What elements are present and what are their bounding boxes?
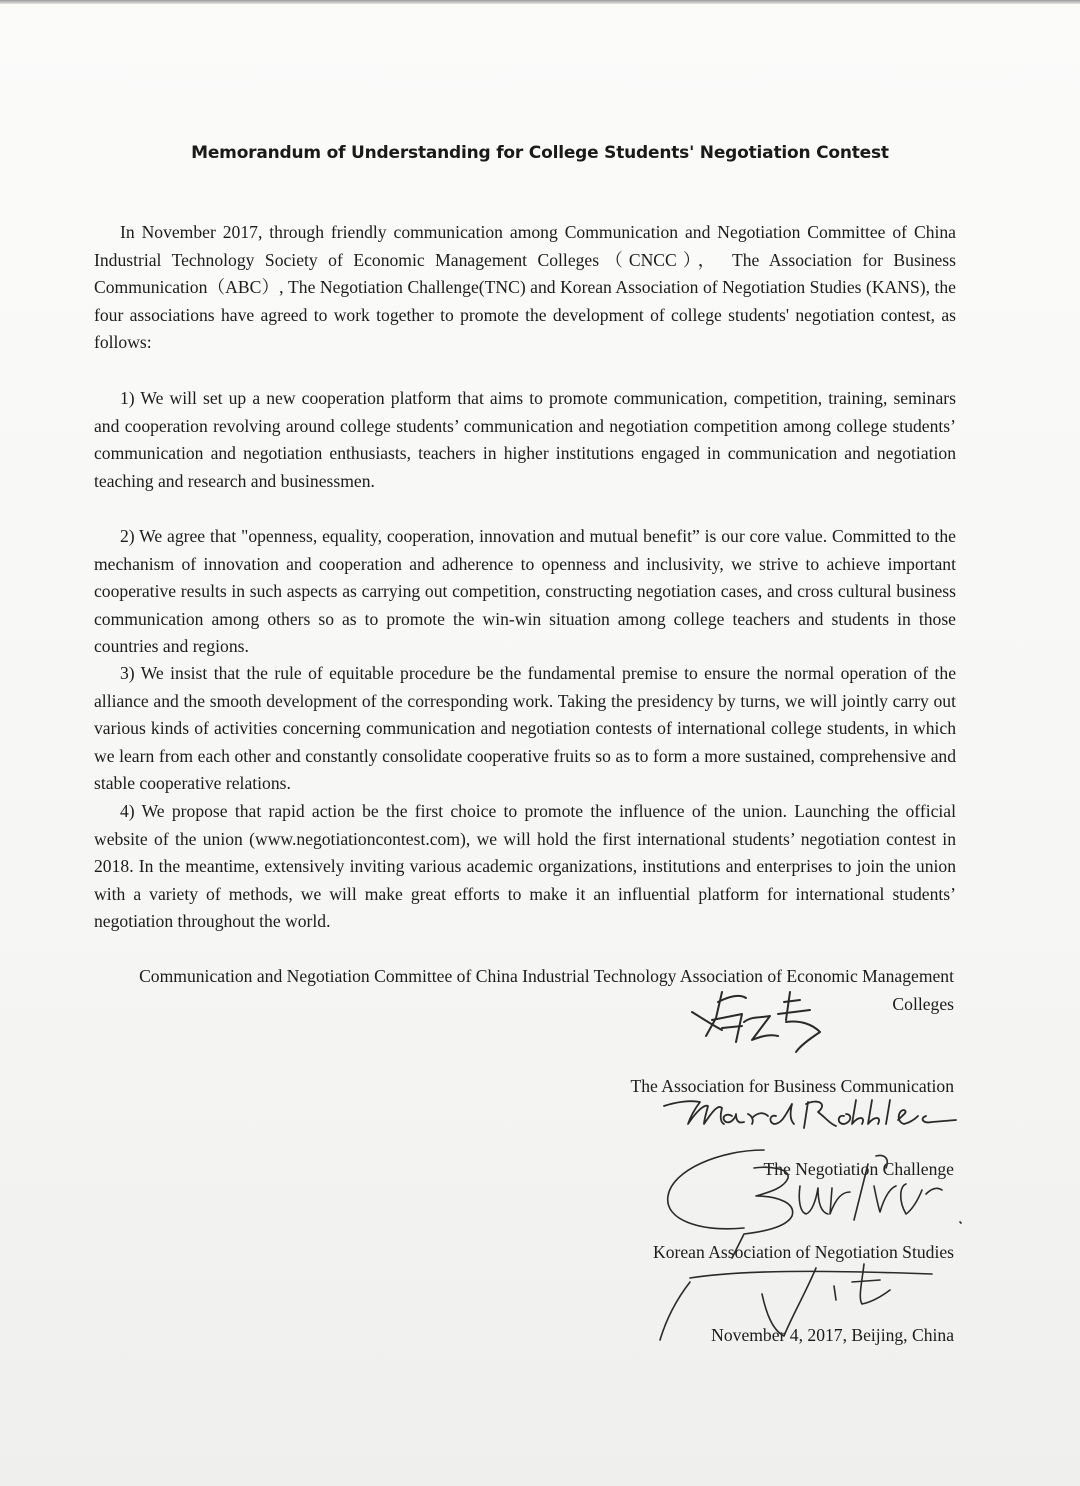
clause-4-paragraph: 4) We propose that rapid action be the first choice to promote the influence of the union. Launching the official website of the union (www.negotiationcontest.com), we will hold the first international students’ negotiation contest in 2018. In the meantime, extensively inviting various academic organizations, institutions and enterprises to join the union with a variety of methods, we will make great efforts to make it an influential platform for international students’ negotiation throughout the world. [94, 801, 956, 932]
clause-1-paragraph: 1) We will set up a new cooperation platform that aims to promote communication, competition, training, seminars and cooperation revolving around college students’ communication and negotiation competition among college students’ communication and negotiation enthusiasts, teachers in higher institutions engaged in communication and negotiation teaching and research and businessmen. [94, 388, 956, 491]
signatory-tnc: The Negotiation Challenge [763, 1159, 954, 1179]
signatory-kans: Korean Association of Negotiation Studies [652, 1242, 954, 1262]
clause-2-paragraph: 2) We agree that "openness, equality, cooperation, innovation and mutual benefit” is our core value. Committed to the mechanism of innovation and cooperation and adherence to openness and inclusivity, we strive to achieve important cooperative results in such aspects as carrying out competition, constructing negotiation cases, and cross cultural business communication among others so as to promote the win-win situation among college teachers and students in those countries and regions. [94, 526, 956, 657]
abc-signature [664, 1100, 956, 1128]
clause-3-paragraph: 3) We insist that the rule of equitable procedure be the fundamental premise to ensure the normal operation of the alliance and the smooth development of the corresponding work. Taking the presidency by turns, we will jointly carry out various kinds of activities concerning communication and negotiation contests of international college students, in which we learn from each other and constantly consolidate cooperative fruits so as to form a more sustained, comprehensive and stable cooperative relations. [94, 663, 956, 794]
tnc-signature [668, 1150, 961, 1258]
document-title: Memorandum of Understanding for College Students' Negotiation Contest [191, 143, 889, 163]
intro-paragraph: In November 2017, through friendly communication among Communication and Negotiation Committee of China Industrial Technology Society of Economic Management Colleges（CNCC）， The Association for Business Communication（ABC）, The Negotiation Challenge(TNC) and Korean Association of Negotiation Studies (KANS), the four associations have agreed to work together to promote the development of college students' negotiation contest, as follows: [94, 222, 956, 353]
signing-date-place: November 4, 2017, Beijing, China [711, 1325, 954, 1345]
cncc-signature [692, 992, 820, 1052]
signatory-abc: The Association for Business Communication [630, 1076, 954, 1096]
signatory-cncc-line2: Colleges [892, 994, 954, 1014]
kans-signature [660, 1264, 932, 1340]
signatory-cncc-line1: Communication and Negotiation Committee of China Industrial Technology Association of Economic Management [139, 966, 954, 986]
